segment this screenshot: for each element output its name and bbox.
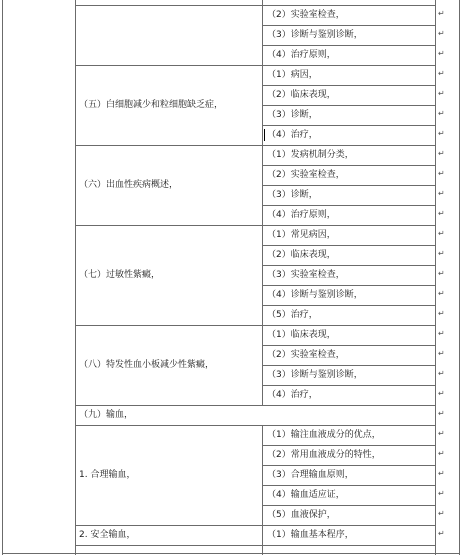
group-line	[75, 425, 436, 426]
sub-item-label: （1）常见病因，	[267, 230, 336, 240]
sub-item-label: （1）输注血液成分的优点，	[267, 430, 381, 440]
row-line	[262, 265, 436, 266]
paragraph-mark: ↵	[438, 389, 445, 398]
group-line	[75, 545, 436, 546]
row-line	[262, 445, 436, 446]
table-right-line	[435, 0, 436, 555]
sub-item-label: （3）合理输血原则，	[267, 470, 354, 480]
sub-item-label: （2）实验室检查，	[267, 350, 345, 360]
item-label: （七）过敏性紫癜，	[79, 270, 161, 280]
paragraph-mark: ↵	[438, 509, 445, 518]
row-line	[262, 125, 436, 126]
row-line	[262, 285, 436, 286]
item-label: 1. 合理输血，	[79, 470, 136, 480]
paragraph-mark: ↵	[438, 409, 445, 418]
row-line	[262, 85, 436, 86]
group-line	[75, 225, 436, 226]
row-line	[262, 365, 436, 366]
sub-item-label: （1）临床表现，	[267, 330, 336, 340]
row-line	[262, 25, 436, 26]
paragraph-mark: ↵	[438, 89, 445, 98]
paragraph-mark: ↵	[438, 469, 445, 478]
sub-item-label: （2）实验室检查，	[267, 10, 345, 20]
row-line	[262, 105, 436, 106]
row-line	[262, 165, 436, 166]
page-bottom-border	[2, 553, 460, 554]
paragraph-mark: ↵	[438, 309, 445, 318]
paragraph-mark: ↵	[438, 189, 445, 198]
group-line	[75, 325, 436, 326]
row-line	[262, 505, 436, 506]
paragraph-mark: ↵	[438, 349, 445, 358]
row-line	[262, 485, 436, 486]
paragraph-mark: ↵	[438, 229, 445, 238]
paragraph-mark: ↵	[438, 269, 445, 278]
paragraph-mark: ↵	[438, 109, 445, 118]
item-label: 2. 安全输血，	[79, 530, 136, 540]
group-line	[75, 145, 436, 146]
sub-item-label: （3）诊断与鉴别诊断，	[267, 30, 363, 40]
sub-item-label: （5）血液保护，	[267, 510, 336, 520]
paragraph-mark: ↵	[438, 9, 445, 18]
sub-item-label: （1）病因，	[267, 70, 318, 80]
item-label: （九）输血，	[79, 410, 134, 420]
paragraph-mark: ↵	[438, 529, 445, 538]
sub-item-label: （2）临床表现，	[267, 90, 336, 100]
item-label: （六）出血性疾病概述，	[79, 180, 179, 190]
row-line	[262, 245, 436, 246]
paragraph-mark: ↵	[438, 49, 445, 58]
row-line	[262, 385, 436, 386]
row-line	[262, 185, 436, 186]
paragraph-mark: ↵	[438, 489, 445, 498]
sub-item-label: （2）临床表现，	[267, 250, 336, 260]
item-label: （五）白细胞减少和粒细胞缺乏症，	[79, 100, 224, 110]
sub-item-label: （1）发病机制分类，	[267, 150, 354, 160]
sub-item-label: （1）输血基本程序，	[267, 530, 354, 540]
item-label: （八）特发性血小板减少性紫癜，	[79, 360, 215, 370]
sub-item-label: （3）诊断与鉴别诊断，	[267, 370, 363, 380]
sub-item-label: （2）实验室检查，	[267, 170, 345, 180]
text-cursor	[264, 129, 265, 141]
group-line	[75, 405, 436, 406]
sub-item-label: （4）治疗原则，	[267, 50, 336, 60]
group-line	[75, 525, 436, 526]
sub-item-label: （4）治疗，	[267, 130, 318, 140]
row-line	[262, 205, 436, 206]
paragraph-mark: ↵	[438, 449, 445, 458]
sub-item-label: （4）输血适应证，	[267, 490, 345, 500]
paragraph-mark: ↵	[438, 129, 445, 138]
paragraph-mark: ↵	[438, 69, 445, 78]
table-left-line	[75, 0, 76, 555]
sub-item-label: （5）治疗，	[267, 310, 318, 320]
page-right-border	[459, 0, 460, 555]
sub-item-label: （4）诊断与鉴别诊断，	[267, 290, 363, 300]
row-line	[262, 45, 436, 46]
sub-item-label: （4）治疗原则，	[267, 210, 336, 220]
paragraph-mark: ↵	[438, 329, 445, 338]
paragraph-mark: ↵	[438, 169, 445, 178]
sub-item-label: （3）诊断，	[267, 190, 318, 200]
paragraph-mark: ↵	[438, 429, 445, 438]
row-line	[262, 345, 436, 346]
paragraph-mark: ↵	[438, 209, 445, 218]
paragraph-mark: ↵	[438, 249, 445, 258]
group-line	[75, 5, 436, 6]
paragraph-mark: ↵	[438, 369, 445, 378]
paragraph-mark: ↵	[438, 289, 445, 298]
sub-item-label: （2）常用血液成分的特性，	[267, 450, 381, 460]
paragraph-mark: ↵	[438, 29, 445, 38]
paragraph-mark: ↵	[438, 149, 445, 158]
group-line	[75, 65, 436, 66]
page-left-border	[2, 0, 3, 555]
sub-item-label: （3）诊断，	[267, 110, 318, 120]
row-line	[262, 465, 436, 466]
row-line	[262, 305, 436, 306]
sub-item-label: （4）治疗，	[267, 390, 318, 400]
sub-item-label: （3）实验室检查，	[267, 270, 345, 280]
